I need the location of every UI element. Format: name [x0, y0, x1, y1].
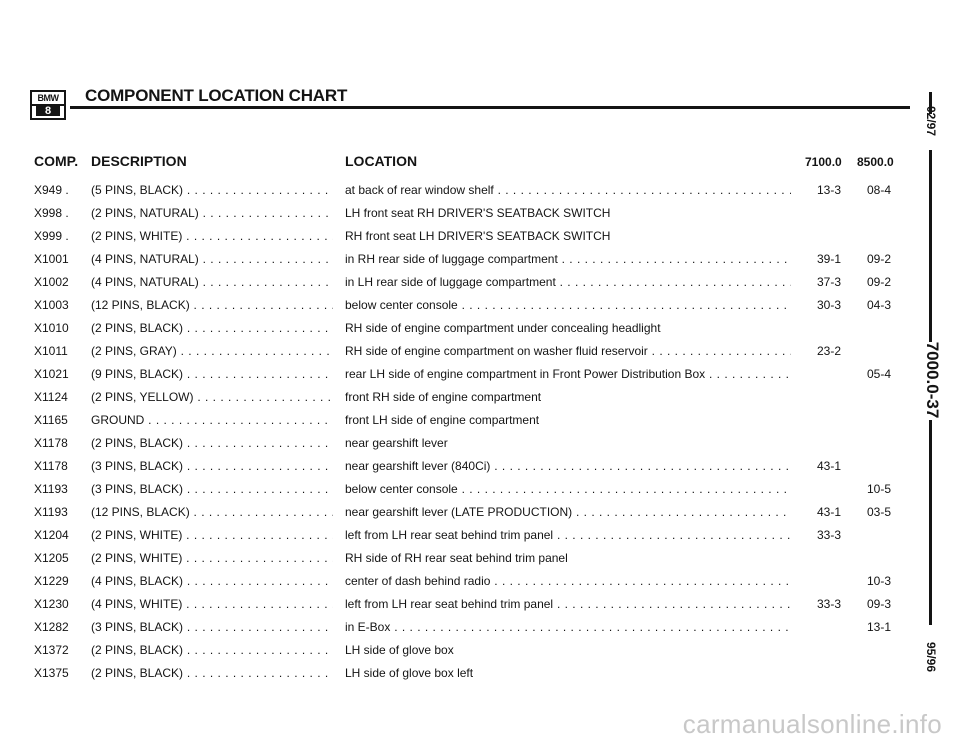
description-cell: (2 PINS, GRAY) . . . — [91, 344, 333, 358]
location-cell: left from LH rear seat behind trim panel . . . — [345, 528, 791, 542]
table-row — [0, 183, 910, 206]
logo-top-text: BMW — [32, 92, 64, 106]
description-cell: (2 PINS, BLACK) . . . — [91, 321, 333, 335]
comp-cell: X1124 — [34, 390, 68, 404]
location-cell: RH side of engine compartment on washer fluid reservoir . . . — [345, 344, 791, 358]
description-cell: (2 PINS, WHITE) . . . — [91, 229, 333, 243]
comp-cell: X1178 — [34, 436, 68, 450]
location-cell: RH side of engine compartment under concealing headlight — [345, 321, 661, 335]
location-cell: below center console . . . — [345, 298, 791, 312]
table-row — [0, 344, 910, 367]
ref-7100-cell: 30-3 — [817, 298, 842, 312]
description-cell: (2 PINS, BLACK) . . . — [91, 436, 333, 450]
comp-cell: X1375 — [34, 666, 69, 680]
comp-cell: X1002 — [34, 275, 69, 289]
comp-cell: X1204 — [34, 528, 69, 542]
comp-cell: X1205 — [34, 551, 69, 565]
description-cell: GROUND . . . — [91, 413, 333, 427]
comp-cell: X1165 — [34, 413, 68, 427]
ref-8500-cell: 09-2 — [867, 275, 892, 289]
table-row — [0, 459, 910, 482]
location-cell: near gearshift lever — [345, 436, 448, 450]
ref-8500-cell: 08-4 — [867, 183, 892, 197]
table-row — [0, 206, 910, 229]
title-rule — [70, 106, 910, 109]
table-row — [0, 505, 910, 528]
ref-7100-cell: 33-3 — [817, 528, 842, 542]
table-row — [0, 275, 910, 298]
comp-cell: X1193 — [34, 505, 68, 519]
ref-7100-cell: 37-3 — [817, 275, 842, 289]
ref-8500-cell: 10-3 — [867, 574, 892, 588]
table-row — [0, 229, 910, 252]
ref-7100-cell: 39-1 — [817, 252, 842, 266]
description-cell: (4 PINS, WHITE) . . . — [91, 597, 333, 611]
comp-cell: X1230 — [34, 597, 69, 611]
description-cell: (9 PINS, BLACK) . . . — [91, 367, 333, 381]
location-cell: RH side of RH rear seat behind trim panel — [345, 551, 568, 565]
table-row — [0, 413, 910, 436]
description-cell: (4 PINS, NATURAL) . . . — [91, 275, 333, 289]
table-row — [0, 436, 910, 459]
comp-cell: X1011 — [34, 344, 68, 358]
description-cell: (12 PINS, BLACK) . . . — [91, 298, 333, 312]
location-cell: below center console . . . — [345, 482, 791, 496]
side-page-number: 7000.0-37 — [923, 341, 942, 419]
side-date-bottom: 95/96 — [924, 641, 938, 673]
header-8500: 8500.0 — [857, 155, 894, 169]
table-row — [0, 482, 910, 505]
ref-7100-cell: 43-1 — [817, 459, 842, 473]
table-row — [0, 528, 910, 551]
description-cell: (2 PINS, BLACK) . . . — [91, 643, 333, 657]
description-cell: (2 PINS, WHITE) . . . — [91, 528, 333, 542]
location-cell: near gearshift lever (LATE PRODUCTION) . . . — [345, 505, 791, 519]
ref-7100-cell: 43-1 — [817, 505, 842, 519]
table-row — [0, 390, 910, 413]
comp-cell: X1001 — [34, 252, 69, 266]
location-cell: in E-Box . . . — [345, 620, 791, 634]
ref-8500-cell: 09-2 — [867, 252, 892, 266]
bmw-8-logo — [30, 90, 66, 120]
description-cell: (2 PINS, YELLOW) . . . — [91, 390, 333, 404]
comp-cell: X1372 — [34, 643, 69, 657]
location-cell: near gearshift lever (840Ci) . . . — [345, 459, 791, 473]
ref-8500-cell: 13-1 — [867, 620, 892, 634]
description-cell: (2 PINS, NATURAL) . . . — [91, 206, 333, 220]
comp-cell: X1021 — [34, 367, 69, 381]
ref-8500-cell: 04-3 — [867, 298, 892, 312]
comp-cell: X1193 — [34, 482, 68, 496]
ref-7100-cell: 13-3 — [817, 183, 842, 197]
table-row — [0, 252, 910, 275]
location-cell: at back of rear window shelf . . . — [345, 183, 791, 197]
description-cell: (12 PINS, BLACK) . . . — [91, 505, 333, 519]
page-title: COMPONENT LOCATION CHART — [85, 86, 348, 105]
table-row — [0, 574, 910, 597]
location-cell: RH front seat LH DRIVER'S SEATBACK SWITCH — [345, 229, 611, 243]
ref-8500-cell: 05-4 — [867, 367, 892, 381]
location-cell: front RH side of engine compartment — [345, 390, 542, 404]
description-cell: (2 PINS, BLACK) . . . — [91, 666, 333, 680]
table-row — [0, 551, 910, 574]
comp-cell: X998 . — [34, 206, 69, 220]
comp-cell: X1010 — [34, 321, 69, 335]
description-cell: (5 PINS, BLACK) . . . — [91, 183, 333, 197]
table-row — [0, 298, 910, 321]
location-cell: LH side of glove box left — [345, 666, 474, 680]
comp-cell: X1229 — [34, 574, 69, 588]
ref-8500-cell: 10-5 — [867, 482, 892, 496]
description-cell: (3 PINS, BLACK) . . . — [91, 459, 333, 473]
description-cell: (3 PINS, BLACK) . . . — [91, 620, 333, 634]
header-location: LOCATION — [345, 153, 418, 169]
ref-8500-cell: 03-5 — [867, 505, 892, 519]
table-row — [0, 643, 910, 666]
logo-bottom-text: 8 — [36, 106, 60, 116]
description-cell: (3 PINS, BLACK) . . . — [91, 482, 333, 496]
comp-cell: X1003 — [34, 298, 69, 312]
header-description: DESCRIPTION — [91, 153, 187, 169]
description-cell: (2 PINS, WHITE) . . . — [91, 551, 333, 565]
comp-cell: X999 . — [34, 229, 69, 243]
description-cell: (4 PINS, BLACK) . . . — [91, 574, 333, 588]
side-rule-upper — [929, 150, 932, 342]
table-row — [0, 666, 910, 689]
table-row — [0, 321, 910, 344]
description-cell: (4 PINS, NATURAL) . . . — [91, 252, 333, 266]
location-cell: center of dash behind radio . . . — [345, 574, 791, 588]
side-date-top: 02/97 — [924, 105, 938, 137]
table-row — [0, 367, 910, 390]
table-row — [0, 597, 910, 620]
watermark: carmanualsonline.info — [682, 709, 942, 739]
location-cell: LH front seat RH DRIVER'S SEATBACK SWITCH — [345, 206, 611, 220]
location-cell: rear LH side of engine compartment in Front Power Distribution Box . . . — [345, 367, 791, 381]
side-rule-lower — [929, 420, 932, 625]
comp-cell: X1178 — [34, 459, 68, 473]
comp-cell: X1282 — [34, 620, 69, 634]
ref-8500-cell: 09-3 — [867, 597, 892, 611]
table-row — [0, 620, 910, 643]
header-7100: 7100.0 — [805, 155, 842, 169]
location-cell: left from LH rear seat behind trim panel . . . — [345, 597, 791, 611]
location-cell: LH side of glove box — [345, 643, 454, 657]
header-comp: COMP. — [34, 153, 79, 169]
location-cell: in LH rear side of luggage compartment . . . — [345, 275, 791, 289]
location-cell: front LH side of engine compartment — [345, 413, 540, 427]
ref-7100-cell: 23-2 — [817, 344, 842, 358]
location-cell: in RH rear side of luggage compartment . . . — [345, 252, 791, 266]
comp-cell: X949 . — [34, 183, 69, 197]
ref-7100-cell: 33-3 — [817, 597, 842, 611]
